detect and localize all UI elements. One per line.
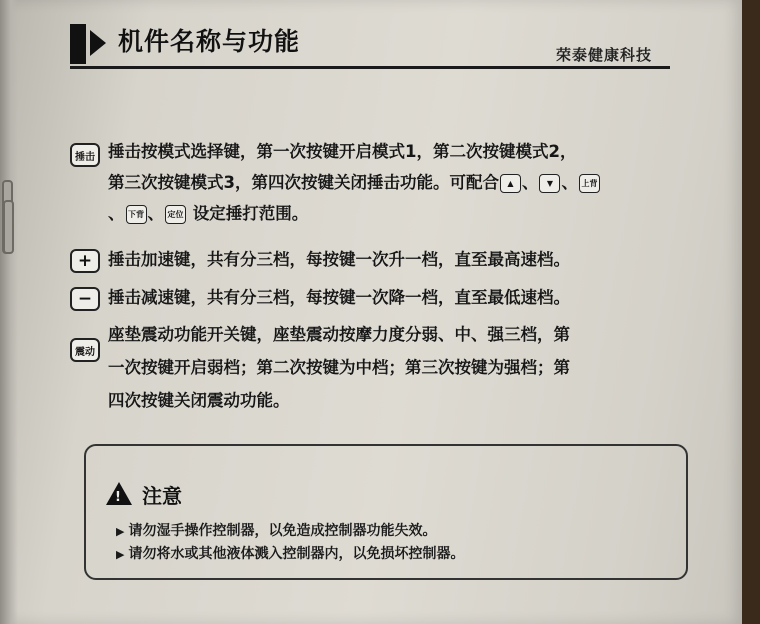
page-title: 机件名称与功能 — [118, 27, 301, 56]
notice-box — [84, 444, 688, 580]
warning-exclamation: ! — [115, 490, 121, 505]
item-description: 座垫震动功能开关键，座垫震动按摩力度分弱、中、强三档，第 一次按键开启弱档；第二次按键为中档；第三次按键为强档；第 四次按键关闭震动功能。 — [108, 325, 570, 410]
plus-key-icon: + — [70, 249, 100, 273]
header-bar-icon — [70, 24, 86, 64]
item-description: 捶击按模式选择键，第一次按键开启模式1，第二次按键模式2， 第三次按键模式3，第四次按键关闭捶击功能。可配合 ▲ 、 ▼ 、 上背 、 下背 、 定位 设定捶打范围。 — [108, 136, 710, 229]
page-binding — [0, 0, 18, 624]
item-speed-up — [70, 244, 710, 275]
brand-name: 荣泰健康科技 — [556, 46, 653, 64]
notice-item: ▶ 请勿将水或其他液体溅入控制器内，以免损坏控制器。 — [116, 546, 465, 562]
bullet-icon: ▶ — [116, 525, 125, 538]
bullet-icon: ▶ — [116, 548, 125, 561]
lower-back-key-icon: 下背 — [126, 205, 147, 224]
staple — [3, 200, 14, 254]
up-key-icon: ▲ — [500, 174, 521, 193]
item-description: 捶击减速键，共有分三档，每按键一次降一档，直至最低速档。 — [108, 288, 570, 307]
item-tap-mode — [70, 136, 710, 229]
notice-item: ▶ 请勿湿手操作控制器，以免造成控制器功能失效。 — [116, 523, 437, 539]
item-description: 捶击加速键，共有分三档，每按键一次升一档，直至最高速档。 — [108, 250, 570, 269]
item-vibration — [70, 318, 710, 417]
header-divider — [70, 66, 670, 69]
tap-key-icon: 捶击 — [70, 143, 100, 167]
notice-title: 注意 — [142, 484, 182, 508]
header-arrow-icon — [90, 30, 106, 56]
upper-back-key-icon: 上背 — [579, 174, 600, 193]
position-key-icon: 定位 — [165, 205, 186, 224]
vibration-key-icon: 震动 — [70, 338, 100, 362]
minus-key-icon: − — [70, 287, 100, 311]
down-key-icon: ▼ — [539, 174, 560, 193]
item-speed-down — [70, 282, 710, 313]
